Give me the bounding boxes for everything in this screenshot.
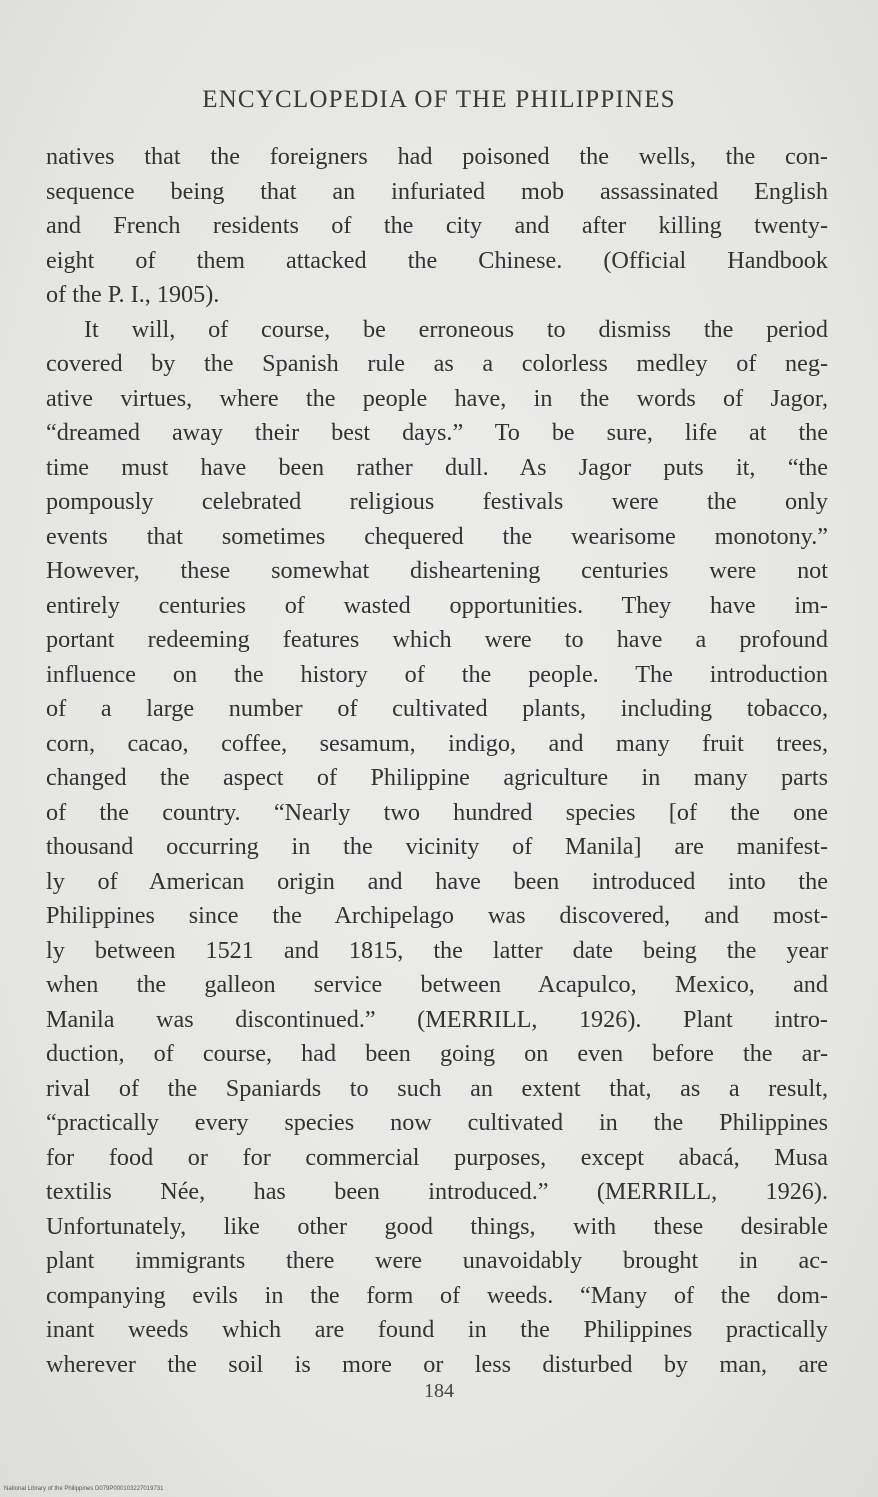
text-line: However, these somewhat disheartening centuries were not — [46, 557, 828, 584]
text-line: pompously celebrated religious festivals were the only — [46, 488, 828, 515]
text-line: natives that the foreigners had poisoned the wells, the con- — [46, 143, 828, 170]
text-line: plant immigrants there were unavoidably brought in ac- — [46, 1247, 828, 1274]
text-line: changed the aspect of Philippine agriculture in many parts — [46, 764, 828, 791]
text-line: duction, of course, had been going on even before the ar- — [46, 1040, 828, 1067]
text-line: “practically every species now cultivated in the Philippines — [46, 1109, 828, 1136]
text-line: corn, cacao, coffee, sesamum, indigo, and many fruit trees, — [46, 729, 828, 757]
text-line: Philippines since the Archipelago was discovered, and most- — [46, 902, 828, 929]
text-line: when the galleon service between Acapulco, Mexico, and — [46, 971, 828, 998]
text-line: wherever the soil is more or less disturbed by man, are — [46, 1350, 828, 1378]
text-line: ly between 1521 and 1815, the latter date being the year — [46, 936, 828, 964]
text-line: entirely centuries of wasted opportunities. They have im- — [46, 591, 828, 619]
text-line: events that sometimes chequered the wearisome monotony.” — [46, 522, 828, 550]
text-line: Unfortunately, like other good things, with these desirable — [46, 1212, 828, 1240]
text-line: of the P. I., 1905). — [46, 281, 220, 308]
text-line: companying evils in the form of weeds. “Many of the dom- — [46, 1281, 828, 1309]
text-line: of a large number of cultivated plants, including tobacco, — [46, 695, 828, 722]
running-header: ENCYCLOPEDIA OF THE PHILIPPINES — [202, 86, 676, 113]
text-line: sequence being that an infuriated mob assassinated English — [46, 177, 828, 205]
body-text — [46, 140, 828, 1382]
text-line: of the country. “Nearly two hundred species [of the one — [46, 798, 828, 826]
text-line: and French residents of the city and after killing twenty- — [46, 212, 828, 239]
text-line: “dreamed away their best days.” To be sure, life at the — [46, 419, 828, 446]
text-line: It will, of course, be erroneous to dismiss the period — [84, 315, 828, 343]
page-number: 184 — [424, 1380, 454, 1402]
text-line: rival of the Spaniards to such an extent that, as a result, — [46, 1074, 828, 1102]
text-line: time must have been rather dull. As Jagor puts it, “the — [46, 453, 828, 481]
text-line: eight of them attacked the Chinese. (Official Handbook — [46, 246, 828, 274]
text-line: textilis Née, has been introduced.” (MERRILL, 1926). — [46, 1178, 828, 1205]
text-line: ative virtues, where the people have, in the words of Jagor, — [46, 384, 828, 412]
text-line: portant redeeming features which were to have a profound — [46, 626, 828, 653]
text-line: Manila was discontinued.” (MERRILL, 1926). Plant intro- — [46, 1005, 828, 1033]
text-line: ly of American origin and have been introduced into the — [46, 867, 828, 895]
text-line: inant weeds which are found in the Philippines practically — [46, 1316, 828, 1343]
text-line: covered by the Spanish rule as a colorless medley of neg- — [46, 350, 828, 377]
text-line: thousand occurring in the vicinity of Manila] are manifest- — [46, 833, 828, 860]
text-line: influence on the history of the people. The introduction — [46, 660, 828, 688]
scan-footer-note: National Library of the Philippines D079P000103227019731 — [4, 1486, 164, 1492]
text-line: for food or for commercial purposes, except abacá, Musa — [46, 1143, 828, 1171]
